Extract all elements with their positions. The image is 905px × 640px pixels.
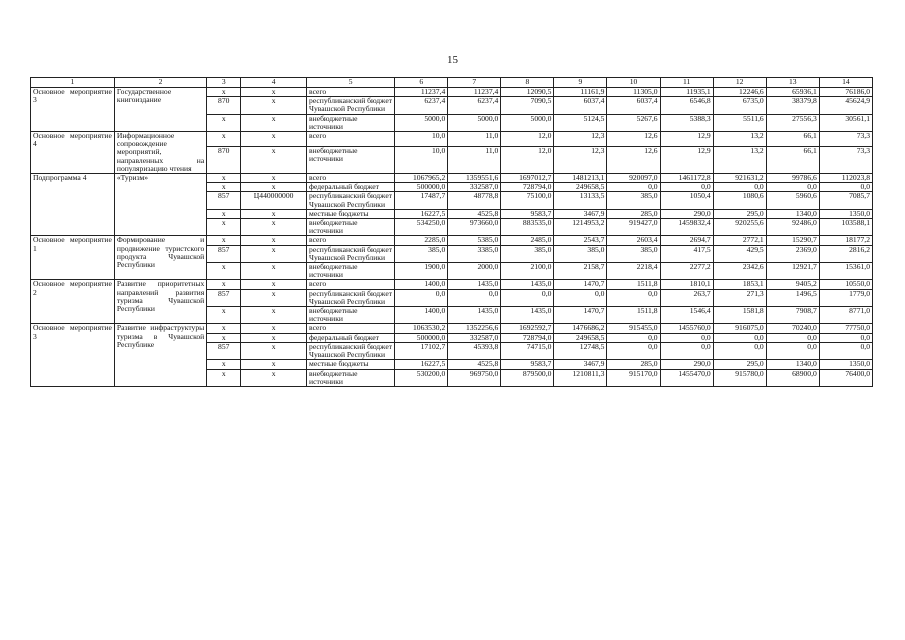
value-cell: 0,0 — [819, 342, 872, 359]
program-cell: Подпрограмма 4 — [31, 174, 115, 236]
value-cell: 9583,7 — [501, 360, 554, 369]
value-cell: 2772,1 — [713, 236, 766, 245]
value-cell: 1511,8 — [607, 280, 660, 289]
value-cell: 0,0 — [819, 183, 872, 192]
value-cell: 0,0 — [660, 333, 713, 342]
value-cell: 7090,5 — [501, 97, 554, 114]
value-cell: 92486,0 — [766, 219, 819, 236]
funding-source-cell: федеральный бюджет — [307, 183, 395, 192]
value-cell: 12,3 — [554, 132, 607, 147]
value-cell: 12,0 — [501, 146, 554, 173]
value-cell: 1546,4 — [660, 307, 713, 324]
value-cell: 18177,2 — [819, 236, 872, 245]
value-cell: 5388,3 — [660, 114, 713, 131]
value-cell: 2277,2 — [660, 263, 713, 280]
value-cell: 0,0 — [766, 333, 819, 342]
value-cell: 2694,7 — [660, 236, 713, 245]
value-cell: 2158,7 — [554, 263, 607, 280]
value-cell: 249658,5 — [554, 333, 607, 342]
program-title-cell: Государственное книгоиздание — [114, 88, 206, 132]
value-cell: 500000,0 — [395, 183, 448, 192]
value-cell: 10,0 — [395, 132, 448, 147]
classification-code-cell: х — [241, 369, 307, 386]
value-cell: 1400,0 — [395, 280, 448, 289]
executor-code-cell: х — [207, 114, 241, 131]
value-cell: 5385,0 — [448, 236, 501, 245]
value-cell: 76186,0 — [819, 88, 872, 97]
executor-code-cell: х — [207, 324, 241, 333]
executor-code-cell: 857 — [207, 245, 241, 262]
column-header: 4 — [241, 78, 307, 88]
value-cell: 8771,0 — [819, 307, 872, 324]
value-cell: 16227,5 — [395, 209, 448, 218]
value-cell: 38379,8 — [766, 97, 819, 114]
table-row — [31, 174, 873, 183]
funding-source-cell: всего — [307, 88, 395, 97]
value-cell: 0,0 — [713, 183, 766, 192]
value-cell: 2603,4 — [607, 236, 660, 245]
value-cell: 879500,0 — [501, 369, 554, 386]
value-cell: 7908,7 — [766, 307, 819, 324]
value-cell: 12,6 — [607, 146, 660, 173]
executor-code-cell: х — [207, 219, 241, 236]
value-cell: 530200,0 — [395, 369, 448, 386]
value-cell: 1352256,6 — [448, 324, 501, 333]
executor-code-cell: 857 — [207, 342, 241, 359]
classification-code-cell: х — [241, 289, 307, 306]
value-cell: 915780,0 — [713, 369, 766, 386]
value-cell: 45393,8 — [448, 342, 501, 359]
value-cell: 4525,8 — [448, 209, 501, 218]
value-cell: 271,3 — [713, 289, 766, 306]
value-cell: 17102,7 — [395, 342, 448, 359]
program-cell: Основное мероприятие 4 — [31, 132, 115, 174]
value-cell: 973660,0 — [448, 219, 501, 236]
funding-source-cell: внебюджетные источники — [307, 369, 395, 386]
budget-table — [30, 77, 873, 387]
value-cell: 13,2 — [713, 146, 766, 173]
classification-code-cell: х — [241, 146, 307, 173]
value-cell: 1581,8 — [713, 307, 766, 324]
column-header: 2 — [114, 78, 206, 88]
value-cell: 249658,5 — [554, 183, 607, 192]
funding-source-cell: республиканский бюджет Чувашской Республики — [307, 192, 395, 209]
value-cell: 11935,1 — [660, 88, 713, 97]
value-cell: 13,2 — [713, 132, 766, 147]
value-cell: 1511,8 — [607, 307, 660, 324]
value-cell: 534250,0 — [395, 219, 448, 236]
table-row — [31, 132, 873, 147]
classification-code-cell: х — [241, 114, 307, 131]
value-cell: 5960,6 — [766, 192, 819, 209]
value-cell: 45624,9 — [819, 97, 872, 114]
value-cell: 5511,6 — [713, 114, 766, 131]
value-cell: 16227,5 — [395, 360, 448, 369]
value-cell: 1481213,1 — [554, 174, 607, 183]
classification-code-cell: х — [241, 183, 307, 192]
value-cell: 0,0 — [395, 289, 448, 306]
value-cell: 11,0 — [448, 146, 501, 173]
column-header: 13 — [766, 78, 819, 88]
value-cell: 103588,1 — [819, 219, 872, 236]
executor-code-cell: х — [207, 307, 241, 324]
value-cell: 2000,0 — [448, 263, 501, 280]
value-cell: 75100,0 — [501, 192, 554, 209]
value-cell: 2543,7 — [554, 236, 607, 245]
value-cell: 3467,9 — [554, 360, 607, 369]
value-cell: 969750,0 — [448, 369, 501, 386]
value-cell: 290,0 — [660, 360, 713, 369]
program-cell: Основное мероприятие 2 — [31, 280, 115, 324]
value-cell: 11237,4 — [448, 88, 501, 97]
value-cell: 12090,5 — [501, 88, 554, 97]
value-cell: 1455470,0 — [660, 369, 713, 386]
value-cell: 12,0 — [501, 132, 554, 147]
funding-source-cell: всего — [307, 132, 395, 147]
funding-source-cell: внебюджетные источники — [307, 263, 395, 280]
value-cell: 1692592,7 — [501, 324, 554, 333]
value-cell: 295,0 — [713, 209, 766, 218]
value-cell: 1340,0 — [766, 209, 819, 218]
executor-code-cell: х — [207, 333, 241, 342]
classification-code-cell: х — [241, 263, 307, 280]
value-cell: 919427,0 — [607, 219, 660, 236]
value-cell: 10550,0 — [819, 280, 872, 289]
value-cell: 5000,0 — [395, 114, 448, 131]
value-cell: 0,0 — [501, 289, 554, 306]
value-cell: 68900,0 — [766, 369, 819, 386]
executor-code-cell: х — [207, 209, 241, 218]
value-cell: 1476686,2 — [554, 324, 607, 333]
classification-code-cell: х — [241, 280, 307, 289]
value-cell: 12246,6 — [713, 88, 766, 97]
value-cell: 1459832,4 — [660, 219, 713, 236]
executor-code-cell: х — [207, 236, 241, 245]
classification-code-cell: х — [241, 209, 307, 218]
value-cell: 1455760,0 — [660, 324, 713, 333]
executor-code-cell: 857 — [207, 192, 241, 209]
classification-code-cell: х — [241, 245, 307, 262]
classification-code-cell: х — [241, 97, 307, 114]
program-title-cell: Информационное сопровождение мероприятий, направленных на популяризацию чтения — [114, 132, 206, 174]
value-cell: 1435,0 — [448, 307, 501, 324]
funding-source-cell: всего — [307, 324, 395, 333]
value-cell: 11305,0 — [607, 88, 660, 97]
value-cell: 883535,0 — [501, 219, 554, 236]
value-cell: 1214953,2 — [554, 219, 607, 236]
program-cell: Основное мероприятие 3 — [31, 324, 115, 386]
value-cell: 1063530,2 — [395, 324, 448, 333]
column-header: 3 — [207, 78, 241, 88]
value-cell: 385,0 — [607, 192, 660, 209]
value-cell: 17487,7 — [395, 192, 448, 209]
funding-source-cell: республиканский бюджет Чувашской Республики — [307, 97, 395, 114]
value-cell: 73,3 — [819, 132, 872, 147]
funding-source-cell: всего — [307, 280, 395, 289]
value-cell: 332587,0 — [448, 333, 501, 342]
value-cell: 0,0 — [766, 342, 819, 359]
value-cell: 1900,0 — [395, 263, 448, 280]
value-cell: 73,3 — [819, 146, 872, 173]
column-header: 10 — [607, 78, 660, 88]
funding-source-cell: республиканский бюджет Чувашской Республики — [307, 289, 395, 306]
value-cell: 916075,0 — [713, 324, 766, 333]
value-cell: 5124,5 — [554, 114, 607, 131]
table-row — [31, 236, 873, 245]
funding-source-cell: всего — [307, 174, 395, 183]
value-cell: 285,0 — [607, 209, 660, 218]
funding-source-cell: внебюджетные источники — [307, 114, 395, 131]
executor-code-cell: х — [207, 263, 241, 280]
value-cell: 74715,0 — [501, 342, 554, 359]
executor-code-cell: х — [207, 360, 241, 369]
value-cell: 66,1 — [766, 146, 819, 173]
value-cell: 385,0 — [554, 245, 607, 262]
value-cell: 1496,5 — [766, 289, 819, 306]
value-cell: 5000,0 — [448, 114, 501, 131]
table-body — [31, 88, 873, 387]
value-cell: 0,0 — [713, 333, 766, 342]
value-cell: 6237,4 — [395, 97, 448, 114]
value-cell: 417,5 — [660, 245, 713, 262]
value-cell: 290,0 — [660, 209, 713, 218]
classification-code-cell: х — [241, 174, 307, 183]
value-cell: 9583,7 — [501, 209, 554, 218]
value-cell: 332587,0 — [448, 183, 501, 192]
value-cell: 6735,0 — [713, 97, 766, 114]
column-header: 6 — [395, 78, 448, 88]
classification-code-cell: х — [241, 360, 307, 369]
value-cell: 5000,0 — [501, 114, 554, 131]
value-cell: 2485,0 — [501, 236, 554, 245]
header-row — [31, 78, 873, 88]
executor-code-cell: х — [207, 369, 241, 386]
executor-code-cell: х — [207, 88, 241, 97]
value-cell: 77750,0 — [819, 324, 872, 333]
column-header: 11 — [660, 78, 713, 88]
funding-source-cell: всего — [307, 236, 395, 245]
value-cell: 1853,1 — [713, 280, 766, 289]
value-cell: 0,0 — [660, 183, 713, 192]
value-cell: 1435,0 — [448, 280, 501, 289]
value-cell: 11237,4 — [395, 88, 448, 97]
program-title-cell: Формирование и продвижение туристского продукта Чувашской Республики — [114, 236, 206, 280]
value-cell: 12,9 — [660, 146, 713, 173]
value-cell: 12748,5 — [554, 342, 607, 359]
value-cell: 263,7 — [660, 289, 713, 306]
value-cell: 2285,0 — [395, 236, 448, 245]
value-cell: 112023,8 — [819, 174, 872, 183]
value-cell: 11161,9 — [554, 88, 607, 97]
value-cell: 0,0 — [660, 342, 713, 359]
classification-code-cell: х — [241, 333, 307, 342]
column-header: 1 — [31, 78, 115, 88]
value-cell: 0,0 — [819, 333, 872, 342]
value-cell: 0,0 — [607, 333, 660, 342]
executor-code-cell: х — [207, 132, 241, 147]
value-cell: 0,0 — [448, 289, 501, 306]
program-cell: Основное мероприятие 1 — [31, 236, 115, 280]
funding-source-cell: республиканский бюджет Чувашской Республики — [307, 342, 395, 359]
value-cell: 1435,0 — [501, 280, 554, 289]
value-cell: 920097,0 — [607, 174, 660, 183]
value-cell: 385,0 — [501, 245, 554, 262]
classification-code-cell: Ц440000000 — [241, 192, 307, 209]
value-cell: 1400,0 — [395, 307, 448, 324]
value-cell: 3385,0 — [448, 245, 501, 262]
value-cell: 99786,6 — [766, 174, 819, 183]
value-cell: 30561,1 — [819, 114, 872, 131]
value-cell: 0,0 — [766, 183, 819, 192]
value-cell: 0,0 — [607, 342, 660, 359]
value-cell: 429,5 — [713, 245, 766, 262]
classification-code-cell: х — [241, 132, 307, 147]
classification-code-cell: х — [241, 88, 307, 97]
funding-source-cell: федеральный бюджет — [307, 333, 395, 342]
value-cell: 12,3 — [554, 146, 607, 173]
table-row — [31, 280, 873, 289]
value-cell: 12,6 — [607, 132, 660, 147]
classification-code-cell: х — [241, 307, 307, 324]
executor-code-cell: 857 — [207, 289, 241, 306]
program-title-cell: Развитие приоритетных направлений развития туризма Чувашской Республики — [114, 280, 206, 324]
value-cell: 915170,0 — [607, 369, 660, 386]
value-cell: 13133,5 — [554, 192, 607, 209]
classification-code-cell: х — [241, 219, 307, 236]
value-cell: 9405,2 — [766, 280, 819, 289]
value-cell: 1067965,2 — [395, 174, 448, 183]
value-cell: 1779,0 — [819, 289, 872, 306]
executor-code-cell: х — [207, 183, 241, 192]
column-header: 9 — [554, 78, 607, 88]
value-cell: 15361,0 — [819, 263, 872, 280]
column-header: 14 — [819, 78, 872, 88]
value-cell: 7085,7 — [819, 192, 872, 209]
value-cell: 1210811,3 — [554, 369, 607, 386]
value-cell: 2342,6 — [713, 263, 766, 280]
value-cell: 385,0 — [607, 245, 660, 262]
executor-code-cell: х — [207, 174, 241, 183]
value-cell: 2100,0 — [501, 263, 554, 280]
value-cell: 295,0 — [713, 360, 766, 369]
executor-code-cell: 870 — [207, 97, 241, 114]
value-cell: 6037,4 — [607, 97, 660, 114]
value-cell: 728794,0 — [501, 333, 554, 342]
value-cell: 4525,8 — [448, 360, 501, 369]
value-cell: 70240,0 — [766, 324, 819, 333]
value-cell: 65936,1 — [766, 88, 819, 97]
column-header: 7 — [448, 78, 501, 88]
value-cell: 27556,3 — [766, 114, 819, 131]
value-cell: 921631,2 — [713, 174, 766, 183]
value-cell: 48778,8 — [448, 192, 501, 209]
value-cell: 15290,7 — [766, 236, 819, 245]
funding-source-cell: внебюджетные источники — [307, 146, 395, 173]
value-cell: 10,0 — [395, 146, 448, 173]
value-cell: 2369,0 — [766, 245, 819, 262]
value-cell: 1461172,8 — [660, 174, 713, 183]
funding-source-cell: республиканский бюджет Чувашской Республики — [307, 245, 395, 262]
value-cell: 1350,0 — [819, 360, 872, 369]
value-cell: 6546,8 — [660, 97, 713, 114]
classification-code-cell: х — [241, 236, 307, 245]
value-cell: 6237,4 — [448, 97, 501, 114]
executor-code-cell: 870 — [207, 146, 241, 173]
table-row — [31, 324, 873, 333]
value-cell: 66,1 — [766, 132, 819, 147]
value-cell: 5267,6 — [607, 114, 660, 131]
classification-code-cell: х — [241, 342, 307, 359]
column-header: 12 — [713, 78, 766, 88]
value-cell: 1350,0 — [819, 209, 872, 218]
value-cell: 11,0 — [448, 132, 501, 147]
value-cell: 76400,0 — [819, 369, 872, 386]
value-cell: 500000,0 — [395, 333, 448, 342]
value-cell: 285,0 — [607, 360, 660, 369]
funding-source-cell: внебюджетные источники — [307, 307, 395, 324]
value-cell: 0,0 — [607, 183, 660, 192]
page-number: 15 — [447, 54, 458, 66]
value-cell: 0,0 — [607, 289, 660, 306]
value-cell: 2218,4 — [607, 263, 660, 280]
table-row — [31, 88, 873, 97]
funding-source-cell: местные бюджеты — [307, 360, 395, 369]
value-cell: 1340,0 — [766, 360, 819, 369]
value-cell: 1697012,7 — [501, 174, 554, 183]
value-cell: 3467,9 — [554, 209, 607, 218]
value-cell: 6037,4 — [554, 97, 607, 114]
executor-code-cell: х — [207, 280, 241, 289]
funding-source-cell: местные бюджеты — [307, 209, 395, 218]
funding-source-cell: внебюджетные источники — [307, 219, 395, 236]
column-header: 5 — [307, 78, 395, 88]
value-cell: 1359551,6 — [448, 174, 501, 183]
value-cell: 1080,6 — [713, 192, 766, 209]
value-cell: 0,0 — [713, 342, 766, 359]
value-cell: 12,9 — [660, 132, 713, 147]
value-cell: 1435,0 — [501, 307, 554, 324]
classification-code-cell: х — [241, 324, 307, 333]
program-title-cell: Развитие инфраструктуры туризма в Чувашской Республике — [114, 324, 206, 386]
value-cell: 0,0 — [554, 289, 607, 306]
value-cell: 1470,7 — [554, 280, 607, 289]
value-cell: 1470,7 — [554, 307, 607, 324]
value-cell: 1810,1 — [660, 280, 713, 289]
value-cell: 915455,0 — [607, 324, 660, 333]
value-cell: 1050,4 — [660, 192, 713, 209]
value-cell: 385,0 — [395, 245, 448, 262]
program-cell: Основное мероприятие 3 — [31, 88, 115, 132]
value-cell: 728794,0 — [501, 183, 554, 192]
value-cell: 12921,7 — [766, 263, 819, 280]
column-header: 8 — [501, 78, 554, 88]
program-title-cell: «Туризм» — [114, 174, 206, 236]
value-cell: 920255,6 — [713, 219, 766, 236]
value-cell: 2816,2 — [819, 245, 872, 262]
